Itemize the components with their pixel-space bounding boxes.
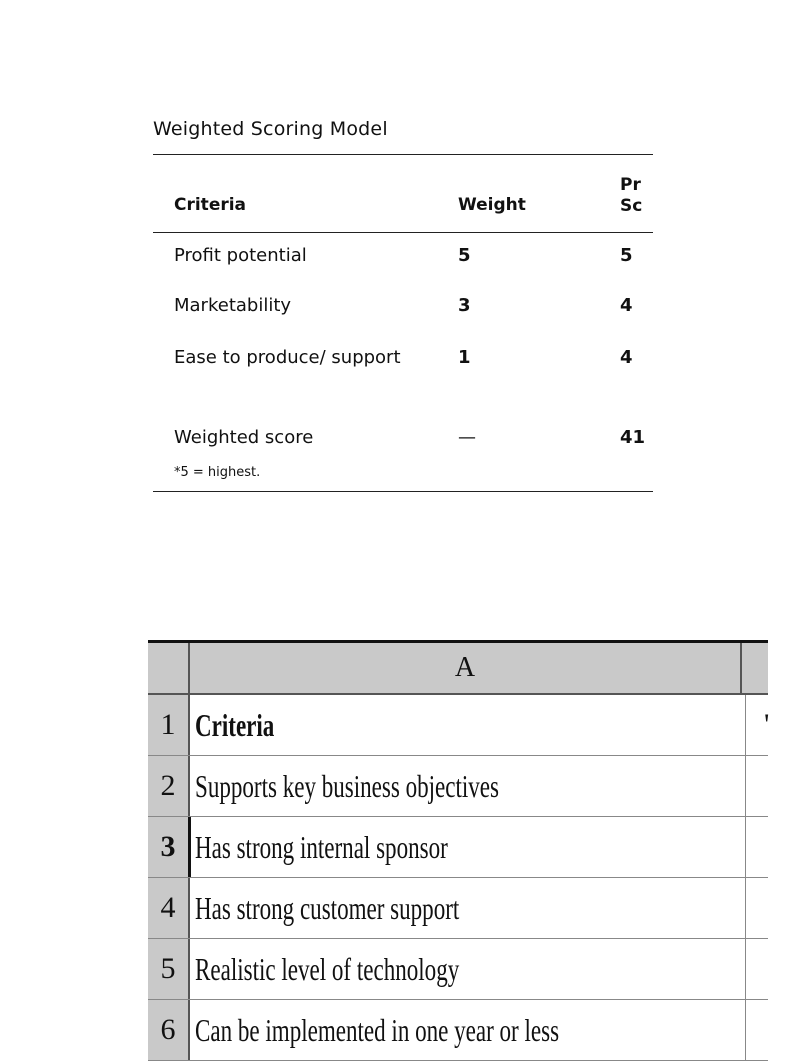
table-footnote (153, 461, 653, 491)
cell-a6[interactable] (190, 1000, 746, 1060)
cell-b1[interactable]: ' (764, 708, 770, 741)
cell-text: Can be implemented in one year or less (195, 1012, 560, 1048)
row-score: 4 (620, 295, 633, 316)
sheet-row-5 (148, 939, 768, 1000)
sheet-row-3 (148, 817, 768, 878)
sheet-row-4 (148, 878, 768, 939)
row-criteria: Weighted score (174, 427, 314, 448)
row-header[interactable]: 1 (148, 695, 190, 755)
table-header (153, 155, 653, 232)
sheet-row-1 (148, 695, 768, 756)
cell-b5[interactable] (742, 939, 790, 999)
cell-a2[interactable] (190, 756, 746, 816)
cell-b2[interactable] (742, 756, 790, 816)
column-header-bar (148, 643, 768, 695)
table-row (153, 293, 653, 345)
header-weight: Weight (458, 195, 526, 215)
cell-a5[interactable] (190, 939, 746, 999)
cell-text: Criteria (195, 707, 275, 743)
footnote-text: *5 = highest. (174, 465, 261, 480)
row-weight: 3 (458, 295, 471, 316)
cell-b4[interactable] (742, 878, 790, 938)
row-header-active[interactable]: 3 (148, 817, 191, 877)
row-header[interactable]: 2 (148, 756, 190, 816)
sheet-row-6 (148, 1000, 768, 1061)
row-criteria: Marketability (174, 295, 292, 316)
header-rule (153, 232, 653, 233)
table-row (153, 243, 653, 293)
cell-a3[interactable] (190, 817, 746, 877)
cell-a1[interactable] (190, 695, 746, 755)
header-criteria: Criteria (174, 195, 247, 215)
row-weight: — (458, 427, 476, 448)
row-score: 41 (620, 427, 646, 448)
select-all-corner[interactable] (148, 643, 190, 693)
sheet-row-2 (148, 756, 768, 817)
bottom-rule (153, 491, 653, 492)
row-criteria: Ease to produce/ support (174, 347, 401, 368)
header-project-score: Pr Sc (620, 175, 643, 216)
row-score: 4 (620, 347, 633, 368)
column-header-a[interactable]: A (190, 643, 742, 693)
table-title: Weighted Scoring Model (153, 118, 388, 140)
cell-b3[interactable] (742, 817, 790, 877)
row-criteria: Profit potential (174, 245, 307, 266)
cell-text: Has strong customer support (195, 890, 460, 926)
row-header[interactable]: 4 (148, 878, 190, 938)
row-score: 5 (620, 245, 633, 266)
cell-b6[interactable] (742, 1000, 790, 1060)
spreadsheet-grid (148, 640, 770, 1048)
cell-a4[interactable] (190, 878, 746, 938)
cell-text: Has strong internal sponsor (195, 829, 448, 865)
column-header-b[interactable] (742, 643, 768, 693)
weighted-scoring-model-table (153, 118, 653, 492)
row-header[interactable]: 6 (148, 1000, 190, 1060)
row-header[interactable]: 5 (148, 939, 190, 999)
cell-text: Realistic level of technology (195, 951, 460, 987)
row-weight: 1 (458, 347, 471, 368)
cell-text: Supports key business objectives (195, 768, 499, 804)
row-weight: 5 (458, 245, 471, 266)
table-row (153, 345, 653, 425)
table-row (153, 425, 653, 461)
